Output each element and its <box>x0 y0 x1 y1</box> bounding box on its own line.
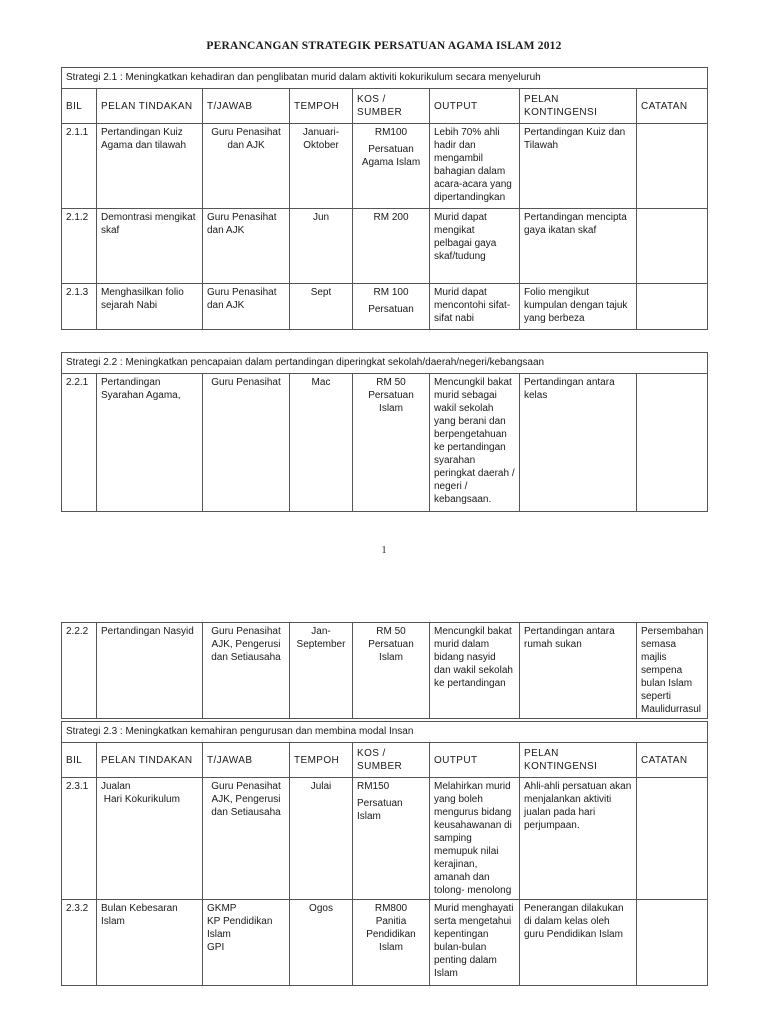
table-row <box>62 900 708 986</box>
page-number: 1 <box>381 545 387 556</box>
kos-source: Persatuan <box>368 304 414 315</box>
cell-kos <box>353 284 430 330</box>
strategy-table-2-1 <box>61 67 708 330</box>
kos-source: Persatuan Islam <box>357 798 403 822</box>
cell-tempoh: Jan-September <box>290 623 353 719</box>
tjawab-line: GKMP <box>207 903 237 914</box>
cell-output: Murid dapat mengikat pelbagai gaya skaf/tudung <box>430 209 520 284</box>
strategy-table-2-3 <box>61 721 708 986</box>
header-row <box>62 743 708 778</box>
kos-amount: RM 100 <box>373 287 409 298</box>
header-bil: BIL <box>62 89 97 124</box>
cell-kos: RM 200 <box>353 209 430 284</box>
cell-bil: 2.3.1 <box>62 778 97 900</box>
table-row <box>62 623 708 719</box>
header-kos-sumber: KOS / SUMBER <box>353 743 430 778</box>
header-output: OUTPUT <box>430 89 520 124</box>
cell-tjawab <box>203 778 290 900</box>
cell-bil: 2.1.1 <box>62 124 97 209</box>
cell-tjawab: Guru Penasihat dan AJK <box>203 124 290 209</box>
cell-output: Mencungkil bakat murid sebagai wakil sekolah yang berani dan berpengetahuan ke pertandingan syarahan peringkat daerah / negeri / kebangsaan. <box>430 374 520 512</box>
cell-bil: 2.1.3 <box>62 284 97 330</box>
cell-kos <box>353 778 430 900</box>
header-row <box>62 89 708 124</box>
cell-tjawab <box>203 900 290 986</box>
table-row <box>62 124 708 209</box>
cell-tempoh: Januari-Oktober <box>290 124 353 209</box>
cell-output: Murid menghayati serta mengetahui kepentingan bulan-bulan penting dalam Islam <box>430 900 520 986</box>
kos-amount: RM 50 <box>376 377 406 388</box>
table-row <box>62 209 708 284</box>
header-catatan: CATATAN <box>637 743 708 778</box>
cell-kos <box>353 900 430 986</box>
header-output: OUTPUT <box>430 743 520 778</box>
cell-catatan <box>637 900 708 986</box>
tjawab-line: GPI <box>207 942 225 953</box>
kos-amount: RM150 <box>357 781 390 792</box>
kos-source: Panitia Pendidikan Islam <box>366 916 416 953</box>
document-title: PERANCANGAN STRATEGIK PERSATUAN AGAMA ISLAM 2012 <box>206 40 562 52</box>
cell-pelan: Pertandingan Nasyid <box>97 623 203 719</box>
cell-kontingensi: Ahli-ahli persatuan akan menjalankan aktiviti jualan pada hari perjumpaan. <box>520 778 637 900</box>
cell-pelan <box>97 778 203 900</box>
cell-tempoh: Sept <box>290 284 353 330</box>
cell-catatan <box>637 284 708 330</box>
header-tempoh: TEMPOH <box>290 743 353 778</box>
cell-bil: 2.2.1 <box>62 374 97 512</box>
pelan-line: Jualan <box>101 781 131 792</box>
kos-source: Persatuan Agama Islam <box>361 144 421 168</box>
cell-kontingensi: Folio mengikut kumpulan dengan tajuk yang berbeza <box>520 284 637 330</box>
cell-kontingensi: Pertandingan Kuiz dan Tilawah <box>520 124 637 209</box>
cell-catatan: Persembahan semasa majlis sempena bulan Islam seperti Maulidurrasul <box>637 623 708 719</box>
tjawab-line: AJK, Pengerusi dan Setiausaha <box>211 794 281 818</box>
strategy-label: Strategi 2.2 : Meningkatkan pencapaian dalam pertandingan diperingkat sekolah/daerah/negeri/kebangsaan <box>62 353 708 374</box>
cell-kos <box>353 623 430 719</box>
tjawab-line: Guru Penasihat <box>211 626 281 637</box>
cell-pelan: Demontrasi mengikat skaf <box>97 209 203 284</box>
header-tempoh: TEMPOH <box>290 89 353 124</box>
cell-pelan: Pertandingan Syarahan Agama, <box>97 374 203 512</box>
header-pelan-kontingensi: PELAN KONTINGENSI <box>520 89 637 124</box>
header-pelan-tindakan: PELAN TINDAKAN <box>97 89 203 124</box>
header-tjawab: T/JAWAB <box>203 743 290 778</box>
cell-output: Lebih 70% ahli hadir dan mengambil bahagian dalam acara-acara yang dipertandingkan <box>430 124 520 209</box>
strategy-table-2-2-continued <box>61 622 708 719</box>
cell-catatan <box>637 778 708 900</box>
table-row <box>62 778 708 900</box>
cell-pelan: Bulan Kebesaran Islam <box>97 900 203 986</box>
header-tjawab: T/JAWAB <box>203 89 290 124</box>
table-row <box>62 374 708 512</box>
header-catatan: CATATAN <box>637 89 708 124</box>
cell-tempoh: Ogos <box>290 900 353 986</box>
cell-catatan <box>637 209 708 284</box>
cell-catatan <box>637 374 708 512</box>
cell-bil: 2.3.2 <box>62 900 97 986</box>
tjawab-line: KP Pendidikan Islam <box>207 916 273 940</box>
strategy-label: Strategi 2.3 : Meningkatkan kemahiran pengurusan dan membina modal Insan <box>62 722 708 743</box>
kos-source: Persatuan Islam <box>368 639 414 663</box>
cell-tjawab: Guru Penasihat dan AJK <box>203 209 290 284</box>
kos-amount: RM800 <box>374 903 408 914</box>
cell-catatan <box>637 124 708 209</box>
table-row <box>62 284 708 330</box>
strategy-label: Strategi 2.1 : Meningkatkan kehadiran dan penglibatan murid dalam aktiviti kokurikulum secara menyeluruh <box>62 68 708 89</box>
cell-kontingensi: Pertandingan antara kelas <box>520 374 637 512</box>
cell-output: Mencungkil bakat murid dalam bidang nasyid dan wakil sekolah ke pertandingan <box>430 623 520 719</box>
cell-tempoh: Jun <box>290 209 353 284</box>
cell-output: Melahirkan murid yang boleh mengurus bidang keusahawanan di samping memupuk nilai kerajinan, amanah dan tolong- menolong <box>430 778 520 900</box>
cell-tempoh: Julai <box>290 778 353 900</box>
cell-bil: 2.2.2 <box>62 623 97 719</box>
cell-kontingensi: Penerangan dilakukan di dalam kelas oleh guru Pendidikan Islam <box>520 900 637 986</box>
cell-bil: 2.1.2 <box>62 209 97 284</box>
cell-tjawab <box>203 623 290 719</box>
kos-amount: RM 50 <box>376 626 406 637</box>
cell-tjawab: Guru Penasihat dan AJK <box>203 284 290 330</box>
header-pelan-tindakan: PELAN TINDAKAN <box>97 743 203 778</box>
kos-amount: RM100 <box>374 127 408 138</box>
cell-output: Murid dapat mencontohi sifat-sifat nabi <box>430 284 520 330</box>
header-kos-sumber: KOS / SUMBER <box>353 89 430 124</box>
cell-tjawab: Guru Penasihat <box>203 374 290 512</box>
tjawab-line: Guru Penasihat <box>211 781 281 792</box>
cell-kos <box>353 124 430 209</box>
cell-kontingensi: Pertandingan antara rumah sukan <box>520 623 637 719</box>
cell-pelan: Menghasilkan folio sejarah Nabi <box>97 284 203 330</box>
cell-kontingensi: Pertandingan mencipta gaya ikatan skaf <box>520 209 637 284</box>
header-pelan-kontingensi: PELAN KONTINGENSI <box>520 743 637 778</box>
pelan-line: Hari Kokurikulum <box>101 794 180 805</box>
tjawab-line: AJK, Pengerusi dan Setiausaha <box>211 639 281 663</box>
strategy-table-2-2 <box>61 352 708 512</box>
cell-kos <box>353 374 430 512</box>
cell-pelan: Pertandingan Kuiz Agama dan tilawah <box>97 124 203 209</box>
cell-tempoh: Mac <box>290 374 353 512</box>
header-bil: BIL <box>62 743 97 778</box>
kos-source: Persatuan Islam <box>368 390 414 414</box>
